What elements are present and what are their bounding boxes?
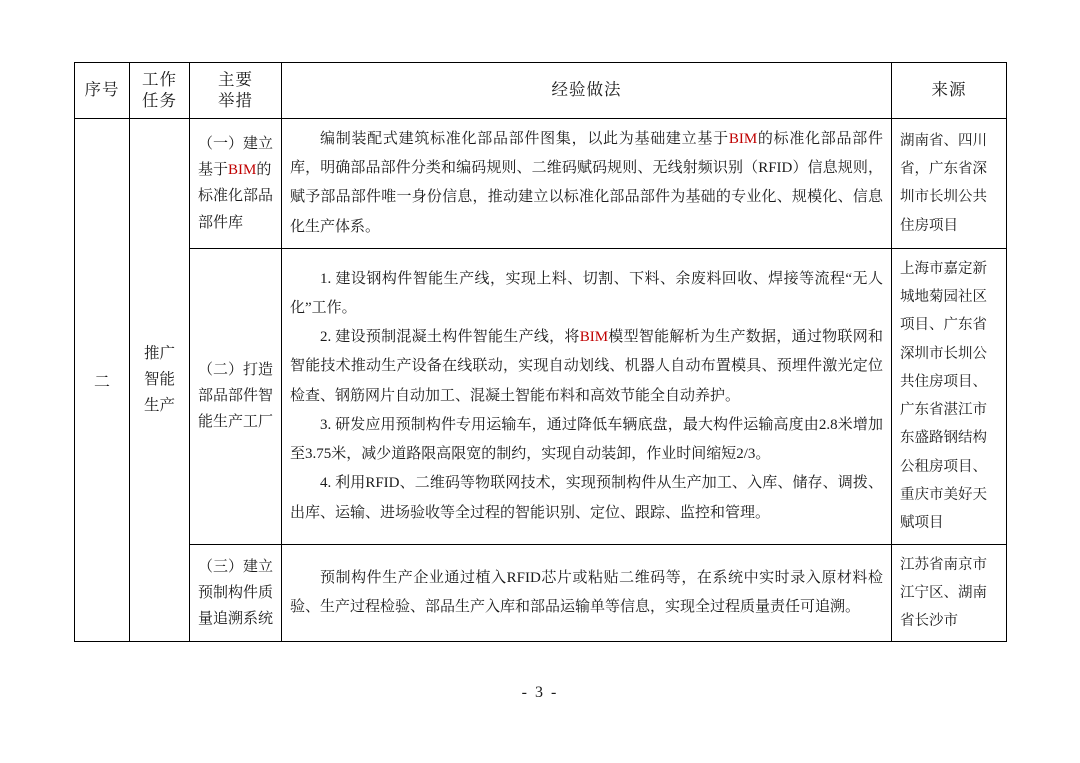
cell-action-1: （一）建立 基于BIM的 标准化部品 部件库 [190,118,282,248]
cell-action-2: （二）打造 部品部件智 能生产工厂 [190,248,282,544]
header-task-line1: 工作 [142,70,177,89]
experience-table [74,62,1007,642]
cell-source-2: 上海市嘉定新城地菊园社区项目、广东省深圳市长圳公共住房项目、广东省湛江市东盛路钢结构公租房项目、重庆市美好天赋项目 [892,248,1007,544]
table-row [75,248,1007,544]
bim-highlight: BIM [228,162,257,179]
header-task-line2: 任务 [142,91,177,111]
experience-paragraph: 2. 建设预制混凝土构件智能生产线，将BIM模型智能解析为生产数据，通过物联网和智能技术推动生产设备在线联动，实现自动划线、机器人自动布置模具、预埋件激光定位检查、钢筋网片自动加工、混凝土智能布料和高效节能全自动养护。 [290,329,883,404]
cell-work-task: 推广 智能 生产 [130,118,190,641]
bim-highlight: BIM [579,329,609,346]
header-source: 来源 [892,63,1007,119]
header-task [130,63,190,119]
cell-experience-3 [282,544,892,642]
table-row [75,118,1007,248]
cell-experience-2 [282,248,892,544]
header-action-line1: 主要 [218,70,253,89]
cell-action-3: （三）建立 预制构件质 量追溯系统 [190,544,282,642]
cell-experience-1: 编制装配式建筑标准化部品部件图集，以此为基础建立基于BIM的标准化部品部件库，明确部品部件分类和编码规则、二维码赋码规则、无线射频识别（RFID）信息规则，赋予部品部件唯一身份信息，推动建立以标准化部品部件为基础的专业化、规模化、信息化生产体系。 [282,118,892,248]
header-experience: 经验做法 [282,63,892,119]
experience-paragraph: 1. 建设钢构件智能生产线，实现上料、切割、下料、余废料回收、焊接等流程“无人化”工作。 [290,270,883,316]
bim-highlight: BIM [728,130,758,147]
header-seq: 序号 [75,63,130,119]
cell-source-3: 江苏省南京市江宁区、湖南省长沙市 [892,544,1007,642]
page-number-footer: - 3 - [521,684,559,701]
table-row [75,544,1007,642]
experience-paragraph: 4. 利用RFID、二维码等物联网技术，实现预制构件从生产加工、入库、储存、调拨、出库、运输、进场验收等全过程的智能识别、定位、跟踪、监控和管理。 [290,475,883,521]
table-header-row [75,63,1007,119]
cell-source-1: 湖南省、四川省，广东省深圳市长圳公共住房项目 [892,118,1007,248]
experience-paragraph: 3. 研发应用预制构件专用运输车，通过降低车辆底盘，最大构件运输高度由2.8米增加至3.75米，减少道路限高限宽的制约，实现自动装卸，作业时间缩短2/3。 [290,416,883,463]
header-action-line2: 举措 [218,91,253,111]
cell-sequence-number: 二 [75,118,130,641]
header-action [190,63,282,119]
experience-paragraph: 预制构件生产企业通过植入RFID芯片或粘贴二维码等，在系统中实时录入原材料检验、生产过程检验、部品生产入库和部品运输单等信息，实现全过程质量责任可追溯。 [290,569,883,615]
